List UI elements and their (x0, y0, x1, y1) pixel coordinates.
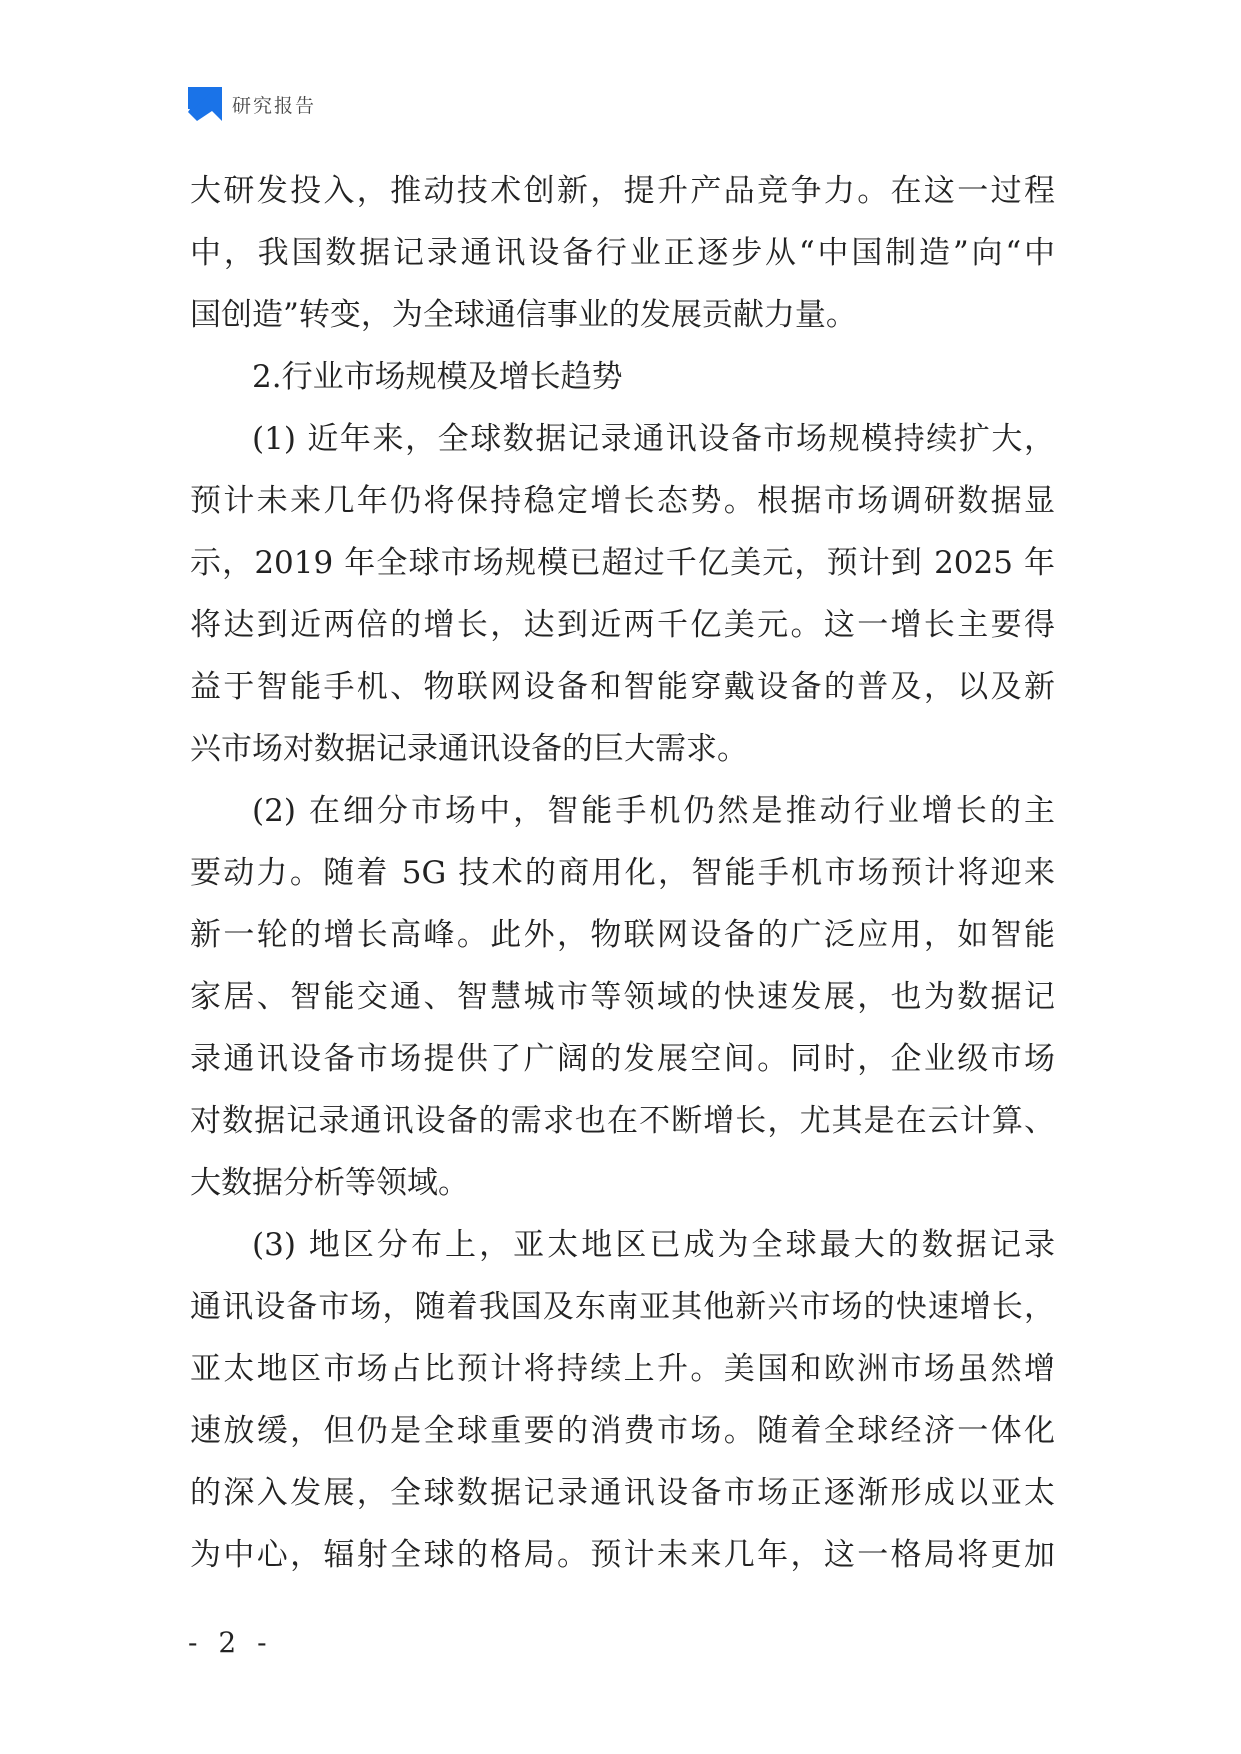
text-line: 通讯设备市场，随着我国及东南亚其他新兴市场的快速增长， (190, 1289, 1055, 1325)
text-line: (2) 在细分市场中，智能手机仍然是推动行业增长的主 (252, 793, 1055, 829)
text-line: 国创造”转变，为全球通信事业的发展贡献力量。 (190, 297, 857, 333)
text-line: 中，我国数据记录通讯设备行业正逐步从“中国制造”向“中 (190, 235, 1055, 271)
text-line: 大研发投入，推动技术创新，提升产品竞争力。在这一过程 (190, 173, 1055, 209)
text-line: 示，2019 年全球市场规模已超过千亿美元，预计到 2025 年 (190, 545, 1055, 581)
text-line: 对数据记录通讯设备的需求也在不断增长，尤其是在云计算、 (190, 1103, 1055, 1139)
report-logo-arrow-icon (188, 87, 222, 121)
body-text (190, 160, 1055, 1586)
text-line: 兴市场对数据记录通讯设备的巨大需求。 (190, 731, 748, 767)
text-line: 的深入发展，全球数据记录通讯设备市场正逐渐形成以亚太 (190, 1475, 1055, 1511)
text-line: 速放缓，但仍是全球重要的消费市场。随着全球经济一体化 (190, 1413, 1055, 1449)
section-heading: 2.行业市场规模及增长趋势 (252, 359, 623, 395)
text-line: 录通讯设备市场提供了广阔的发展空间。同时，企业级市场 (190, 1041, 1055, 1077)
text-line: 益于智能手机、物联网设备和智能穿戴设备的普及，以及新 (190, 669, 1055, 705)
page-number: - 2 - (188, 1626, 273, 1659)
header-title: 研究报告 (232, 94, 317, 117)
text-line: 大数据分析等领域。 (190, 1165, 469, 1201)
text-line: 为中心，辐射全球的格局。预计未来几年，这一格局将更加 (190, 1537, 1055, 1573)
text-line: 新一轮的增长高峰。此外，物联网设备的广泛应用，如智能 (190, 917, 1055, 953)
text-line: 预计未来几年仍将保持稳定增长态势。根据市场调研数据显 (190, 483, 1055, 519)
text-line: (1) 近年来，全球数据记录通讯设备市场规模持续扩大， (252, 421, 1055, 457)
page-header (188, 86, 316, 122)
text-line: (3) 地区分布上，亚太地区已成为全球最大的数据记录 (252, 1227, 1055, 1263)
text-line: 要动力。随着 5G 技术的商用化，智能手机市场预计将迎来 (190, 855, 1055, 891)
text-line: 亚太地区市场占比预计将持续上升。美国和欧洲市场虽然增 (190, 1351, 1055, 1387)
text-line: 将达到近两倍的增长，达到近两千亿美元。这一增长主要得 (190, 607, 1055, 643)
text-line: 家居、智能交通、智慧城市等领域的快速发展，也为数据记 (190, 979, 1055, 1015)
